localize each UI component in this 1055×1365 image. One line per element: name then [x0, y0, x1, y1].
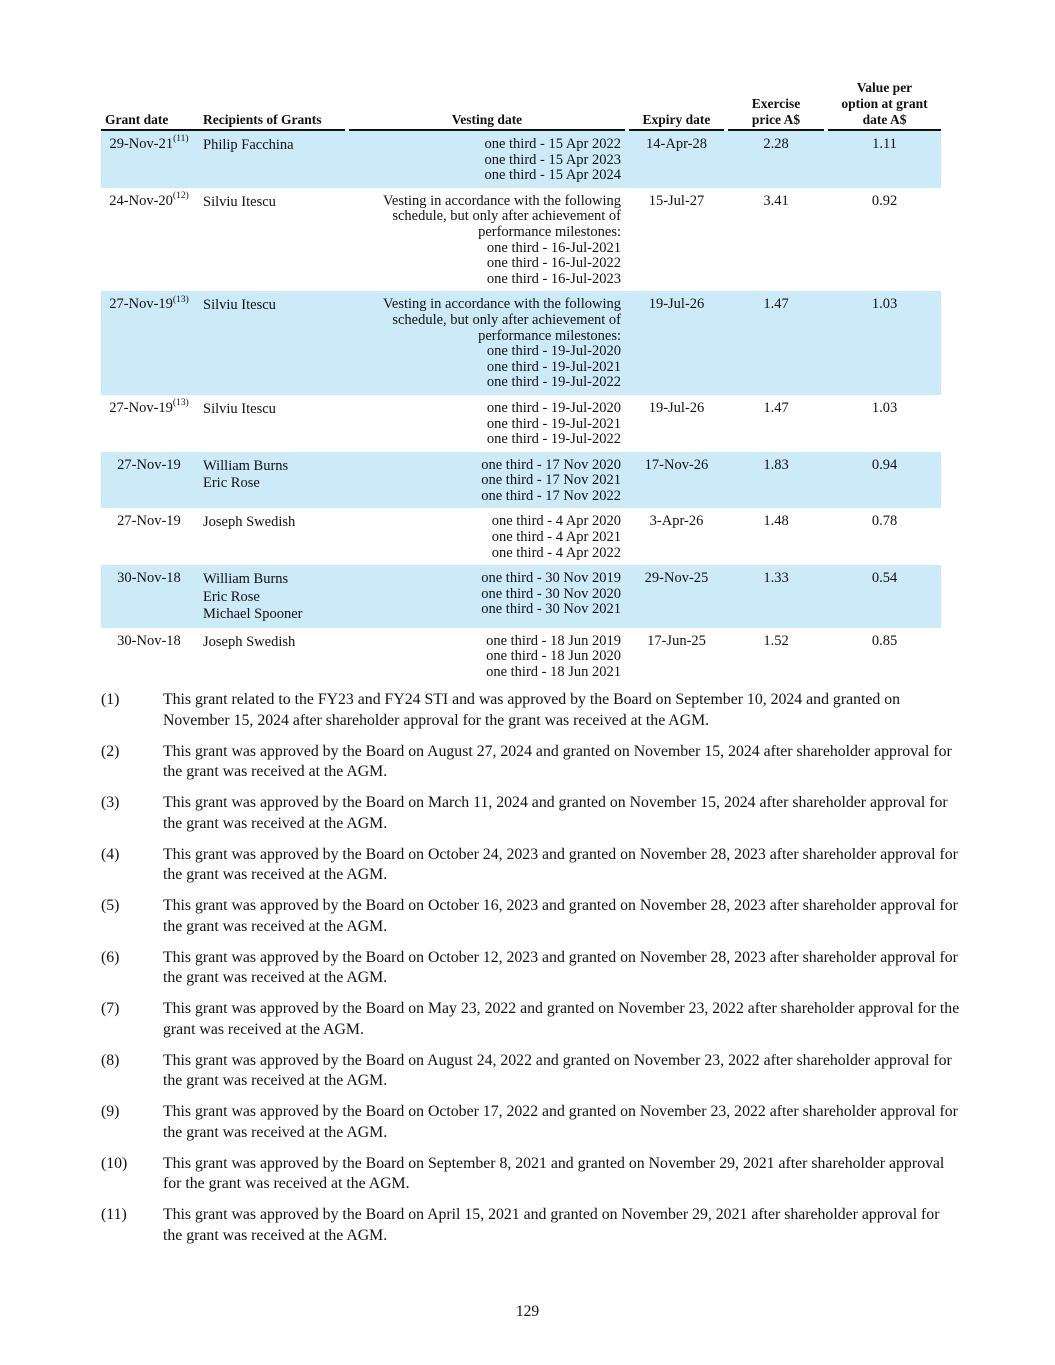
vesting-line: performance milestones: [478, 327, 621, 344]
expiry-date-cell: 29-Nov-25 [629, 565, 724, 628]
vesting-line: one third - 19-Jul-2020 [486, 343, 621, 360]
footnote-number: (6) [101, 948, 120, 966]
exercise-price-cell: 1.33 [728, 565, 824, 628]
vesting-line: one third - 4 Apr 2020 [491, 513, 621, 530]
recipient-name: Eric Rose [203, 588, 260, 605]
header-exercise-price: Exercise price A$ [728, 80, 824, 131]
footnote-item [101, 793, 961, 834]
table-row [101, 291, 941, 395]
value-per-option-cell: 0.54 [828, 565, 941, 628]
footnote-number: (5) [101, 897, 120, 914]
vesting-cell [349, 452, 625, 509]
expiry-date-cell: 19-Jul-26 [648, 399, 705, 416]
value-per-option-cell: 1.11 [828, 131, 941, 188]
footnote-text: This grant was approved by the Board on October 24, 2023 and granted on November 28, 2023 after shareholder approval for the grant was received at the AGM. [163, 845, 958, 883]
grant-date-cell: 27-Nov-19$^{(13)}$ [101, 291, 197, 395]
value-per-option-cell: 1.03 [871, 399, 898, 416]
table-row [101, 452, 941, 509]
exercise-price-cell: 1.48 [763, 513, 789, 530]
footnote-text: This grant was approved by the Board on September 8, 2021 and granted on November 29, 2021 after shareholder approval for the grant was received at the AGM. [163, 1154, 945, 1192]
header-recipients: Recipients of Grants [197, 80, 345, 131]
exercise-price-cell: 1.83 [728, 452, 824, 509]
recipient-name: Joseph Swedish [203, 514, 296, 531]
footnote-text: This grant was approved by the Board on March 11, 2024 and granted on November 15, 2024 after shareholder approval for the grant was received at the AGM. [163, 794, 948, 832]
expiry-date-cell: 19-Jul-26 [629, 291, 724, 395]
grant-date-cell: 27-Nov-19 [117, 513, 181, 530]
footnote-item [101, 845, 961, 886]
footnote-item [101, 1102, 961, 1143]
table-row [101, 508, 941, 565]
vesting-line: one third - 18 Jun 2019 [486, 632, 621, 649]
footnote-number: (3) [101, 794, 120, 811]
footnote-number: (10) [101, 1154, 128, 1172]
vesting-line: one third - 17 Nov 2020 [481, 456, 621, 473]
vesting-line: Vesting in accordance with the following [383, 296, 621, 313]
table-row [101, 131, 941, 188]
vesting-line: one third - 30 Nov 2021 [481, 601, 621, 618]
page-number: 129 [515, 1303, 540, 1320]
vesting-line: one third - 16-Jul-2022 [486, 255, 621, 272]
exercise-price-cell: 1.47 [763, 399, 789, 416]
expiry-date-cell: 17-Nov-26 [629, 452, 724, 509]
value-per-option-cell: 1.03 [828, 291, 941, 395]
grant-date-cell: 30-Nov-18 [101, 565, 197, 628]
recipient-name: Silviu Itescu [203, 193, 276, 210]
footnote-item [101, 1205, 961, 1246]
vesting-line: one third - 19-Jul-2022 [486, 431, 621, 448]
footnote-text: This grant was approved by the Board on August 24, 2022 and granted on November 23, 2022 after shareholder approval for the grant was received at the AGM. [163, 1051, 952, 1089]
footnote-item [101, 1051, 961, 1092]
vesting-cell [349, 395, 625, 452]
footnote-text: This grant was approved by the Board on October 17, 2022 and granted on November 23, 2022 after shareholder approval for the grant was received at the AGM. [163, 1103, 958, 1141]
footnote-number: (1) [101, 691, 120, 708]
recipients-cell [197, 395, 345, 452]
recipient-name: Silviu Itescu [203, 297, 276, 314]
expiry-date-cell: 15-Jul-27 [648, 192, 705, 209]
header-grant-date: Grant date [101, 80, 197, 131]
footnote-ref: (13) [172, 398, 189, 409]
recipients-cell [197, 452, 345, 509]
footnote-ref: (11) [173, 134, 189, 145]
footnote-number: (7) [101, 1000, 120, 1017]
footnote-text: This grant was approved by the Board on May 23, 2022 and granted on November 23, 2022 after shareholder approval for the grant was received at the AGM. [163, 1000, 960, 1038]
grant-date-cell: 29-Nov-21$^{(11)}$ [101, 131, 197, 188]
vesting-line: one third - 30 Nov 2020 [481, 585, 621, 602]
recipient-name: William Burns [203, 457, 289, 474]
recipient-name: William Burns [203, 571, 289, 588]
footnote-item [101, 999, 961, 1040]
grant-date-cell: 27-Nov-19 [101, 452, 197, 509]
footnote-ref: (12) [172, 190, 189, 201]
footnote-item [101, 742, 961, 783]
value-per-option-cell: 0.94 [828, 452, 941, 509]
value-per-option-cell: 0.85 [871, 632, 898, 649]
vesting-line: one third - 15 Apr 2023 [484, 151, 621, 168]
footnote-item [101, 690, 961, 731]
expiry-date-cell: 14-Apr-28 [629, 131, 724, 188]
vesting-line: one third - 19-Jul-2021 [486, 358, 621, 375]
vesting-line: one third - 15 Apr 2024 [484, 167, 621, 184]
vesting-cell [349, 131, 625, 188]
vesting-cell [349, 188, 625, 292]
vesting-line: one third - 15 Apr 2022 [484, 136, 621, 152]
vesting-line: schedule, but only after achievement of [392, 208, 621, 225]
expiry-date-cell: 3-Apr-26 [649, 513, 704, 530]
footnote-text: This grant related to the FY23 and FY24 STI and was approved by the Board on September 10, 2024 and granted on November 15, 2024 after shareholder approval for the grant was received at the AGM. [163, 691, 901, 729]
grant-date-cell: 24-Nov-20$^{(12)}$ [109, 190, 189, 209]
footnote-text: This grant was approved by the Board on August 27, 2024 and granted on November 15, 2024 after shareholder approval for the grant was received at the AGM. [163, 742, 952, 780]
exercise-price-cell: 1.47 [728, 291, 824, 395]
grants-table-container [101, 80, 941, 685]
footnote-number: (9) [101, 1103, 120, 1120]
recipients-cell [197, 628, 345, 685]
table-row [101, 628, 941, 685]
vesting-cell [349, 628, 625, 685]
table-row [101, 565, 941, 628]
vesting-cell [349, 565, 625, 628]
value-per-option-cell: 0.92 [871, 192, 898, 209]
vesting-line: performance milestones: [478, 223, 621, 240]
recipient-name: Eric Rose [203, 475, 260, 492]
recipients-cell [197, 508, 345, 565]
grant-date-cell: 30-Nov-18 [117, 632, 181, 649]
vesting-line: one third - 19-Jul-2022 [486, 374, 621, 391]
recipients-cell [197, 188, 345, 292]
vesting-line: one third - 18 Jun 2020 [486, 648, 621, 665]
vesting-line: one third - 18 Jun 2021 [486, 663, 621, 680]
value-per-option-cell: 0.78 [871, 513, 898, 530]
recipient-name: Philip Facchina [203, 137, 294, 153]
vesting-line: one third - 4 Apr 2021 [491, 529, 621, 546]
recipient-name: Joseph Swedish [203, 633, 296, 650]
grants-table-body [101, 131, 941, 685]
vesting-line: schedule, but only after achievement of [392, 311, 621, 328]
exercise-price-cell: 2.28 [728, 131, 824, 188]
header-value-per-option: Value per option at grant date A$ [828, 80, 941, 131]
vesting-line: one third - 16-Jul-2021 [486, 239, 621, 256]
vesting-line: one third - 17 Nov 2021 [481, 472, 621, 489]
header-vesting-date: Vesting date [349, 80, 625, 131]
footnote-number: (4) [101, 845, 120, 863]
vesting-line: one third - 30 Nov 2019 [481, 570, 621, 587]
vesting-cell [349, 291, 625, 395]
expiry-date-cell: 17-Jun-25 [647, 632, 706, 649]
recipients-cell [197, 131, 345, 188]
footnote-number: (11) [101, 1206, 127, 1223]
table-row [101, 188, 941, 292]
vesting-line: Vesting in accordance with the following [383, 192, 621, 209]
vesting-line: one third - 4 Apr 2022 [491, 544, 621, 561]
footnote-text: This grant was approved by the Board on October 12, 2023 and granted on November 28, 2023 after shareholder approval for the grant was received at the AGM. [163, 948, 958, 986]
footnote-ref: (13) [172, 294, 189, 305]
vesting-line: one third - 17 Nov 2022 [481, 487, 621, 504]
footnote-text: This grant was approved by the Board on October 16, 2023 and granted on November 28, 2023 after shareholder approval for the grant was received at the AGM. [163, 897, 958, 935]
recipients-cell [197, 291, 345, 395]
footnote-number: (2) [101, 742, 120, 760]
vesting-line: one third - 19-Jul-2021 [486, 415, 621, 432]
footnote-item [101, 896, 961, 937]
grant-date-cell: 27-Nov-19$^{(13)}$ [109, 398, 189, 416]
grants-table [101, 80, 941, 685]
table-header-row [101, 80, 941, 131]
footnote-item [101, 1154, 961, 1195]
recipients-cell [197, 565, 345, 628]
vesting-line: one third - 16-Jul-2023 [486, 270, 621, 287]
footnotes-list [101, 690, 961, 1257]
footnote-item [101, 948, 961, 989]
header-expiry-date: Expiry date [629, 80, 724, 131]
exercise-price-cell: 1.52 [763, 632, 789, 649]
table-row [101, 395, 941, 452]
vesting-line: one third - 19-Jul-2020 [486, 399, 621, 416]
recipient-name: Michael Spooner [203, 606, 303, 623]
vesting-cell [349, 508, 625, 565]
footnote-number: (8) [101, 1051, 120, 1069]
footnote-text: This grant was approved by the Board on April 15, 2021 and granted on November 29, 2021 after shareholder approval for the grant was received at the AGM. [163, 1206, 940, 1244]
recipient-name: Silviu Itescu [203, 400, 276, 417]
exercise-price-cell: 3.41 [763, 192, 789, 209]
